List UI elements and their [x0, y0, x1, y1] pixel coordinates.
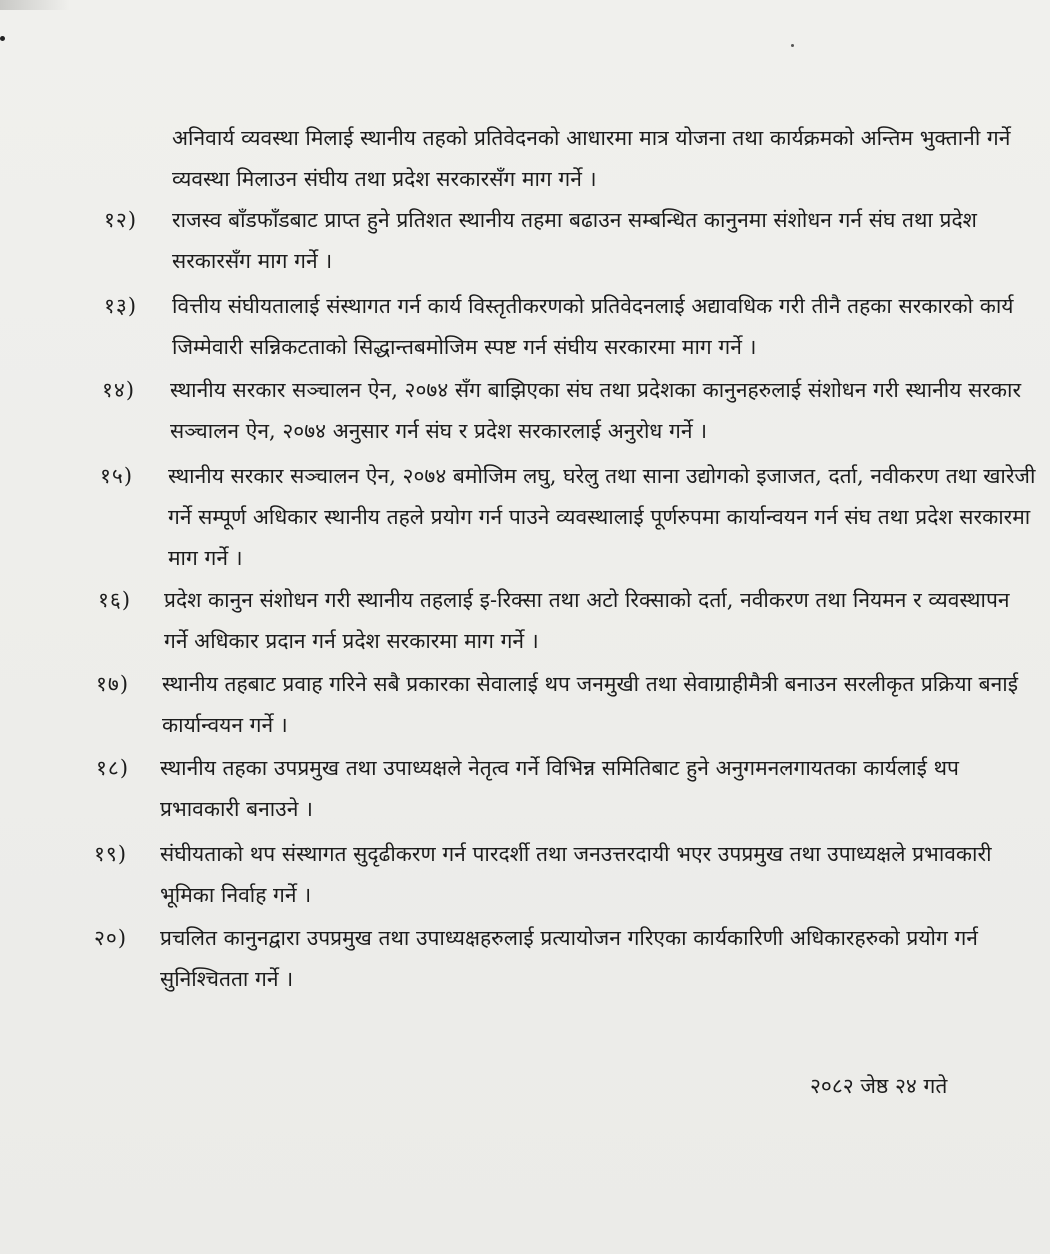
list-item-number: १६): [98, 588, 132, 612]
list-item-number: १२): [104, 208, 138, 232]
list-item-text: वित्तीय संघीयतालाई संस्थागत गर्न कार्य विस्तृतीकरणको प्रतिवेदनलाई अद्यावधिक गरी तीनै तहका सरकारको कार्य जिम्मेवारी सन्निकटताको सिद्धान्तबमोजिम स्पष्ट गर्न संघीय सरकारमा माग गर्ने ।: [172, 294, 1014, 359]
list-item-text: स्थानीय सरकार सञ्चालन ऐन, २०७४ बमोजिम लघु, घरेलु तथा साना उद्योगको इजाजत, दर्ता, नवीकरण तथा खारेजी गर्ने सम्पूर्ण अधिकार स्थानीय तहले प्रयोग गर्न पाउने व्यवस्थालाई पूर्णरुपमा कार्यान्वयन गर्न संघ तथा प्रदेश सरकारमा माग गर्ने ।: [168, 464, 1036, 570]
continuation-paragraph: अनिवार्य व्यवस्था मिलाई स्थानीय तहको प्रतिवेदनको आधारमा मात्र योजना तथा कार्यक्रमको अन्तिम भुक्तानी गर्ने व्यवस्था मिलाउन संघीय तथा प्रदेश सरकारसँग माग गर्ने ।: [172, 126, 1011, 191]
list-item-text: स्थानीय तहबाट प्रवाह गरिने सबै प्रकारका सेवालाई थप जनमुखी तथा सेवाग्राहीमैत्री बनाउन सरलीकृत प्रक्रिया बनाई कार्यान्वयन गर्ने ।: [162, 672, 1019, 737]
list-item-text: संघीयताको थप संस्थागत सुदृढीकरण गर्न पारदर्शी तथा जनउत्तरदायी भएर उपप्रमुख तथा उपाध्यक्षले प्रभावकारी भूमिका निर्वाह गर्ने ।: [160, 842, 992, 907]
list-item-number: १७): [96, 672, 130, 696]
list-item-text: प्रदेश कानुन संशोधन गरी स्थानीय तहलाई इ-रिक्सा तथा अटो रिक्साको दर्ता, नवीकरण तथा नियमन र व्यवस्थापन गर्ने अधिकार प्रदान गर्न प्रदेश सरकारमा माग गर्ने ।: [164, 588, 1010, 653]
list-item-number: २०): [94, 926, 128, 950]
page-corner-shadow: [0, 0, 70, 10]
list-item-number: १८): [96, 756, 130, 780]
punch-mark: [0, 36, 5, 41]
document-date: २०८२ जेष्ठ २४ गते: [810, 1074, 948, 1098]
list-item-text: राजस्व बाँडफाँडबाट प्राप्त हुने प्रतिशत स्थानीय तहमा बढाउन सम्बन्धित कानुनमा संशोधन गर्न संघ तथा प्रदेश सरकारसँग माग गर्ने ।: [172, 208, 977, 273]
list-item-number: १३): [104, 294, 138, 318]
list-item-text: स्थानीय सरकार सञ्चालन ऐन, २०७४ सँग बाझिएका संघ तथा प्रदेशका कानुनहरुलाई संशोधन गरी स्थानीय सरकार सञ्चालन ऐन, २०७४ अनुसार गर्न संघ र प्रदेश सरकारलाई अनुरोध गर्ने ।: [170, 378, 1022, 443]
list-item-text: प्रचलित कानुनद्वारा उपप्रमुख तथा उपाध्यक्षहरुलाई प्रत्यायोजन गरिएका कार्यकारिणी अधिकारहरुको प्रयोग गर्न सुनिश्चितता गर्ने ।: [160, 926, 978, 991]
list-item-text: स्थानीय तहका उपप्रमुख तथा उपाध्यक्षले नेतृत्व गर्ने विभिन्न समितिबाट हुने अनुगमनलगायतका कार्यलाई थप प्रभावकारी बनाउने ।: [160, 756, 959, 821]
paper-speck: [791, 44, 794, 47]
list-item-number: १५): [100, 464, 134, 488]
list-item-number: १४): [102, 378, 136, 402]
list-item-number: १९): [94, 842, 128, 866]
